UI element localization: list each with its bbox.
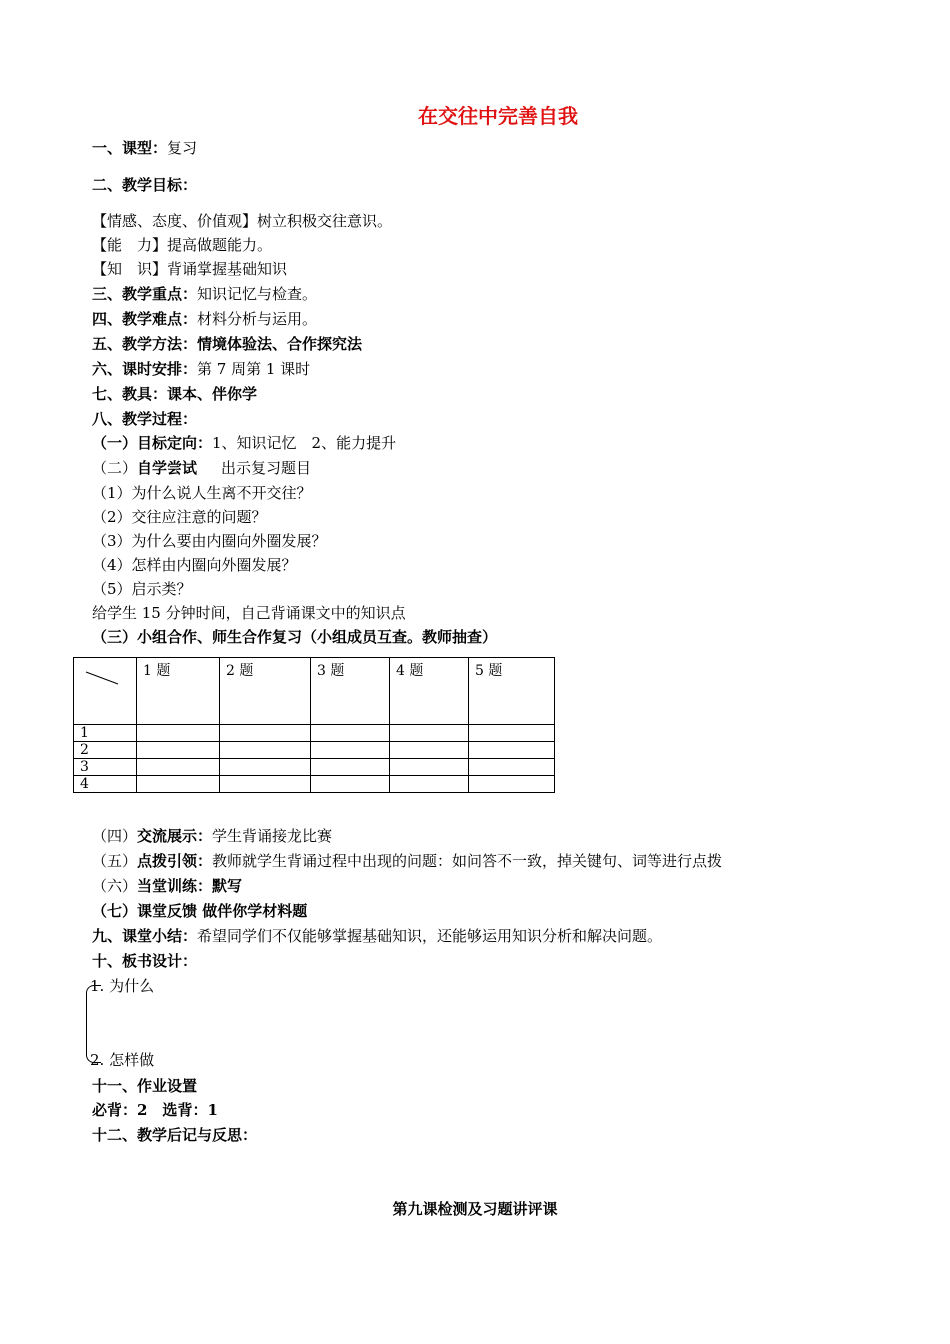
practice-label: 当堂训练：默写	[137, 877, 243, 895]
table-cell	[137, 725, 220, 742]
table-row	[74, 776, 555, 793]
summary-line	[92, 926, 662, 946]
guidance-line	[92, 851, 722, 871]
page-title: 在交往中完善自我	[418, 104, 578, 128]
course-type-label: 一、课型：	[92, 139, 168, 157]
table-cell	[137, 742, 220, 759]
practice-prefix: （六）	[92, 877, 138, 895]
goal-orientation-line	[92, 433, 396, 453]
board-item-2: 2. 怎样做	[90, 1051, 155, 1069]
self-study-label: 自学尝试	[137, 459, 198, 477]
table-header-cell: 1 题	[137, 658, 220, 725]
table-cell	[220, 725, 311, 742]
exchange-prefix: （四）	[92, 827, 138, 845]
table-header-row	[74, 658, 555, 725]
practice-line	[92, 876, 242, 896]
question-4: （4）怎样由内圈向外圈发展？	[92, 556, 297, 574]
board-design-heading: 十、板书设计：	[92, 952, 198, 970]
question-2: （2）交往应注意的问题？	[92, 508, 267, 526]
key-point-label: 三、教学重点：	[92, 285, 198, 303]
question-1: （1）为什么说人生离不开交往？	[92, 484, 312, 502]
table-cell	[390, 742, 469, 759]
self-study-prefix: （二）	[92, 459, 138, 477]
guidance-label: 点拨引领：	[137, 852, 213, 870]
question-5: （5）启示类？	[92, 580, 192, 598]
table-header-cell: 2 题	[220, 658, 311, 725]
method-line: 五、教学方法：情境体验法、合作探究法	[92, 335, 363, 353]
table-cell	[137, 759, 220, 776]
difficulty-value: 材料分析与运用。	[197, 310, 318, 328]
table-cell	[469, 776, 555, 793]
table-cell	[390, 759, 469, 776]
table-row	[74, 725, 555, 742]
feedback-line: （七）课堂反馈 做伴你学材料题	[92, 902, 308, 920]
table-header-cell: 5 题	[469, 658, 555, 725]
difficulty-line	[92, 309, 317, 329]
table-cell	[390, 776, 469, 793]
self-study-line	[92, 458, 311, 478]
summary-value: 希望同学们不仅能够掌握基础知识，还能够运用知识分析和解决问题。	[197, 927, 663, 945]
board-item-1: 1. 为什么	[90, 977, 155, 995]
table-cell	[469, 725, 555, 742]
table-row	[74, 742, 555, 759]
homework-detail: 必背：2 选背：1	[92, 1101, 218, 1119]
review-table	[73, 657, 555, 793]
exchange-line	[92, 826, 332, 846]
table-cell	[469, 742, 555, 759]
goal-knowledge: 【知 识】背诵掌握基础知识	[92, 260, 288, 278]
table-cell	[311, 742, 390, 759]
guidance-prefix: （五）	[92, 852, 138, 870]
table-cell	[220, 742, 311, 759]
course-type-value: 复习	[167, 139, 198, 157]
table-corner-cell	[74, 658, 137, 725]
goal-ability: 【能 力】提高做题能力。	[92, 236, 273, 254]
tools-line: 七、教具：课本、伴你学	[92, 385, 258, 403]
table-row-label: 2	[74, 742, 137, 759]
group-review-heading: （三）小组合作、师生合作复习（小组成员互查。教师抽查）	[92, 628, 498, 646]
exchange-value: 学生背诵接龙比赛	[212, 827, 333, 845]
schedule-value: 第 7 周第 1 课时	[197, 360, 311, 378]
process-heading: 八、教学过程：	[92, 410, 198, 428]
goal-emotion: 【情感、态度、价值观】树立积极交往意识。	[92, 212, 393, 230]
table-cell	[311, 725, 390, 742]
table-cell	[311, 759, 390, 776]
table-header-cell: 4 题	[390, 658, 469, 725]
table-header-cell: 3 题	[311, 658, 390, 725]
summary-label: 九、课堂小结：	[92, 927, 198, 945]
table-row-label: 3	[74, 759, 137, 776]
table-row	[74, 759, 555, 776]
exchange-label: 交流展示：	[137, 827, 213, 845]
goal-orientation-value: 1、知识记忆 2、能力提升	[212, 434, 397, 452]
table-cell	[390, 725, 469, 742]
table-cell	[220, 776, 311, 793]
schedule-label: 六、课时安排：	[92, 360, 198, 378]
key-point-line	[92, 284, 317, 304]
schedule-line	[92, 359, 310, 379]
key-point-value: 知识记忆与检查。	[197, 285, 318, 303]
table-row-label: 4	[74, 776, 137, 793]
homework-heading: 十一、作业设置	[92, 1077, 198, 1095]
reflection-heading: 十二、教学后记与反思：	[92, 1126, 258, 1144]
table-row-label: 1	[74, 725, 137, 742]
table-cell	[137, 776, 220, 793]
study-time-line: 给学生 15 分钟时间，自己背诵课文中的知识点	[92, 604, 406, 622]
diagonal-line	[74, 658, 136, 724]
guidance-value: 教师就学生背诵过程中出现的问题：如问答不一致，掉关键句、词等进行点拨	[212, 852, 723, 870]
question-3: （3）为什么要由内圈向外圈发展？	[92, 532, 327, 550]
next-lesson-title: 第九课检测及习题讲评课	[392, 1200, 558, 1218]
course-type-line	[92, 138, 197, 158]
table-cell	[469, 759, 555, 776]
difficulty-label: 四、教学难点：	[92, 310, 198, 328]
self-study-value: 出示复习题目	[221, 459, 312, 477]
teaching-goals-heading: 二、教学目标：	[92, 176, 198, 194]
table-cell	[220, 759, 311, 776]
goal-orientation-label: （一）目标定向：	[92, 434, 213, 452]
table-cell	[311, 776, 390, 793]
